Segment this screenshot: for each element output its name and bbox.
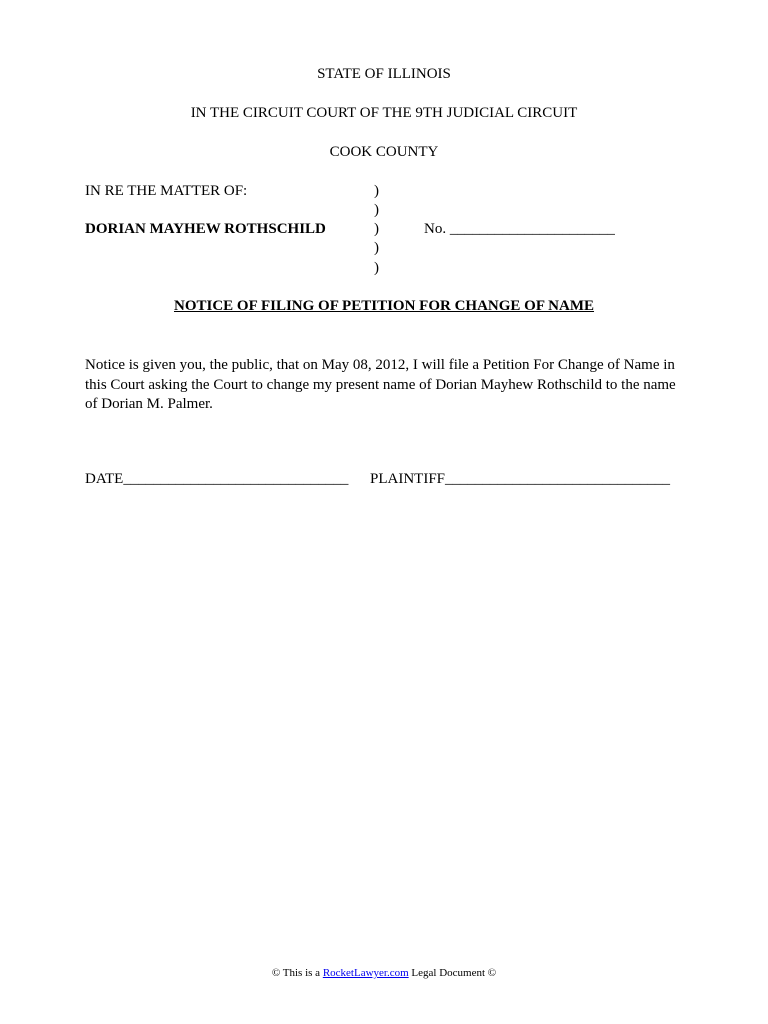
date-signature-field: DATE______________________________ xyxy=(85,471,349,487)
document-title: NOTICE OF FILING OF PETITION FOR CHANGE OF NAME xyxy=(173,298,595,314)
notice-line: this Court asking the Court to change my present name of Dorian Mayhew Rothschild to the name xyxy=(85,376,676,393)
county-heading: COOK COUNTY xyxy=(329,144,439,160)
caption-paren: ) xyxy=(374,240,379,256)
notice-line: of Dorian M. Palmer. xyxy=(85,396,213,412)
footer xyxy=(0,967,768,979)
footer-prefix: © This is a xyxy=(271,967,323,979)
court-heading: IN THE CIRCUIT COURT OF THE 9TH JUDICIAL CIRCUIT xyxy=(190,105,578,121)
state-heading: STATE OF ILLINOIS xyxy=(317,66,451,82)
notice-body xyxy=(85,356,685,415)
footer-suffix: Legal Document © xyxy=(408,967,497,979)
notice-line: Notice is given you, the public, that on May 08, 2012, I will file a Petition For Change of Name in xyxy=(85,357,675,373)
caption-paren: ) xyxy=(374,221,379,237)
caption-paren: ) xyxy=(374,202,379,218)
plaintiff-signature-field: PLAINTIFF______________________________ xyxy=(370,471,671,487)
matter-label: IN RE THE MATTER OF: xyxy=(85,183,248,199)
petitioner-name: DORIAN MAYHEW ROTHSCHILD xyxy=(85,221,326,237)
caption-paren: ) xyxy=(374,183,379,199)
case-number-field: No. ______________________ xyxy=(424,221,615,237)
caption-paren: ) xyxy=(374,260,379,276)
rocketlawyer-link[interactable]: RocketLawyer.com xyxy=(322,967,409,979)
